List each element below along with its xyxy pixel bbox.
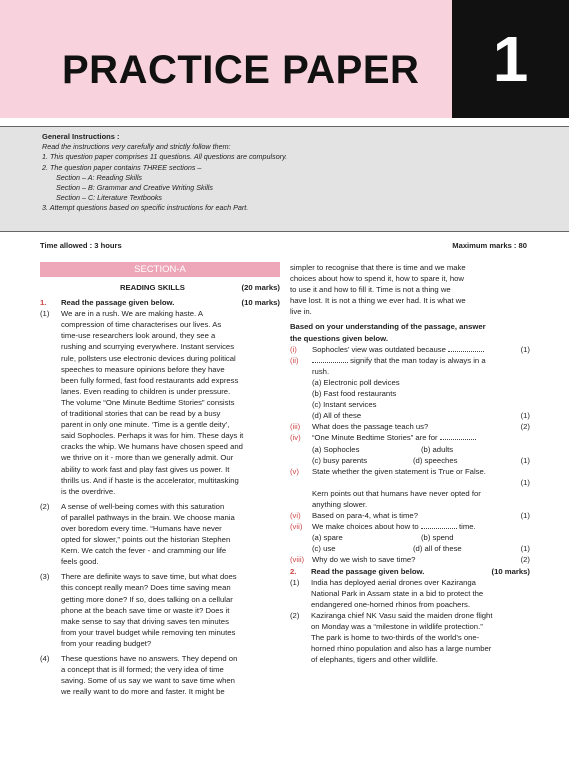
left-column (40, 262, 280, 697)
line: cracks the whip. We humans have chosen speed and (61, 442, 243, 452)
question-text: “One Minute Bedtime Stories” are for (312, 433, 438, 443)
question-marks: (1) (520, 411, 530, 421)
header-banner (0, 0, 569, 118)
line: getting more done? If so, does talking on a cellular (61, 594, 233, 604)
passage-paragraph (40, 308, 280, 497)
option-list (290, 444, 530, 466)
option: (d) speeches (413, 455, 458, 465)
maximum-marks: Maximum marks : 80 (452, 241, 527, 250)
paper-number: 1 (452, 0, 569, 118)
question-text: What does the passage teach us? (312, 422, 429, 432)
question-marks: (1) (520, 344, 530, 354)
line: make sense to say that driving saves ten minutes (61, 616, 229, 626)
option: (c) Instant services (312, 400, 377, 410)
question-item (290, 521, 530, 532)
instructions-heading: General Instructions : (42, 132, 120, 141)
passage-paragraph (40, 653, 280, 697)
question-2-heading (290, 566, 530, 577)
option: (d) All of these (312, 411, 362, 421)
question-text: We make choices about how to (312, 522, 419, 532)
paragraph-number: (2) (290, 610, 300, 620)
paragraph-number: (4) (40, 654, 50, 663)
question-text: signify that the man today is always in a (350, 355, 486, 365)
line: rule, pollsters use electronic devices during political (61, 353, 236, 363)
line: Kaziranga chief NK Vasu said the maiden drone flight (311, 610, 493, 620)
question-number: (viii) (290, 555, 305, 565)
question-1-heading (40, 297, 280, 308)
instruction-item: 2. The question paper contains THREE sections – (42, 162, 202, 172)
question-text: Read the passage given below. (61, 298, 175, 308)
question-text: Based on para-4, what is time? (312, 511, 418, 521)
time-allowed: Time allowed : 3 hours (40, 241, 122, 250)
general-instructions (0, 126, 569, 232)
question-number: (ii) (290, 355, 299, 365)
option: (a) Electronic poll devices (312, 377, 400, 387)
line: We are in a rush. We are making haste. A (61, 309, 204, 319)
question-item (290, 510, 530, 521)
question-text-end: time. (458, 522, 476, 532)
question-number: (v) (290, 466, 299, 476)
passage-paragraph (40, 571, 280, 649)
option: (a) Sophocles (312, 444, 360, 454)
question-number: (vii) (290, 522, 303, 532)
line: choices about how to spend it, how to spare it, how (290, 274, 464, 284)
question-text: Read the passage given below. (311, 566, 425, 576)
line: a concept that is ill formed; the very idea of time (61, 665, 224, 675)
option: (b) Fast food restaurants (312, 389, 397, 399)
line: lanes. Even reading to children is under pressure. (61, 386, 231, 396)
line: from your reading budget? (61, 638, 152, 648)
line: opted for slower,” points out the historian Stephen (61, 535, 231, 545)
question-marks: (1) (520, 544, 530, 554)
line: These questions have no answers. They depend on (61, 654, 238, 663)
question-number: (iii) (290, 422, 301, 432)
line: Kern points out that humans have never opted for (312, 488, 481, 498)
reading-skills-row (40, 282, 280, 293)
answer-instruction: Based on your understanding of the passage, answer (290, 322, 486, 332)
line: India has deployed aerial drones over Kaziranga (311, 577, 476, 587)
line: horned rhino population and also has a large number (311, 644, 492, 654)
line: endangered one-horned rhinos from poachers. (311, 599, 470, 609)
option: (d) all of these (413, 544, 462, 554)
paragraph-number: (2) (40, 501, 50, 511)
line: parent in only one minute. ‘Time is a gentle deity’, (61, 420, 230, 430)
line: to use it and how to fill it. Time is not a thing we (290, 285, 451, 295)
section-heading: SECTION-A (40, 262, 280, 277)
paragraph-text (61, 308, 280, 497)
line: A sense of well-being comes with this saturation (61, 501, 225, 511)
question-text: State whether the given statement is True or False. (312, 466, 486, 476)
question-marks: (1) (520, 477, 530, 487)
question-marks: (2) (520, 422, 530, 432)
line: have lost. It is not a thing we ever had. It is what we (290, 296, 466, 306)
option: (a) spare (312, 533, 343, 543)
answer-blank (440, 439, 476, 440)
question-item (290, 466, 530, 477)
question-item (290, 421, 530, 432)
line: National Park in Assam state in a bid to protect the (311, 588, 484, 598)
answer-blank (421, 528, 457, 529)
line: time-use researchers look around, they see a (61, 331, 216, 341)
line: Kern. We catch the fever - and cramming our life (61, 546, 227, 556)
reading-skills-label: READING SKILLS (120, 283, 185, 292)
paragraph-number: (1) (290, 577, 300, 587)
question-text: Why do we wish to save time? (312, 555, 416, 565)
question-marks: (10 marks) (241, 298, 280, 308)
instructions-intro: Read the instructions very carefully and strictly follow them: (42, 142, 231, 152)
right-column (290, 262, 530, 665)
question-number: (iv) (290, 433, 301, 443)
instruction-item: 1. This question paper comprises 11 questions. All questions are compulsory. (42, 152, 288, 162)
question-number: 1. (40, 298, 47, 308)
passage-paragraph (290, 577, 530, 610)
line: rushing and scurrying everywhere. Instant services (61, 342, 235, 352)
question-number: (vi) (290, 511, 301, 521)
question-item (290, 432, 530, 443)
option-list (290, 532, 530, 554)
question-number: 2. (290, 566, 297, 576)
passage-paragraph (290, 610, 530, 665)
line: on Monday was a “milestone in wildlife protection.” (311, 622, 483, 631)
passage-paragraph (40, 501, 280, 568)
line: speeches to measure opinions before they have (61, 364, 225, 374)
line: of traditional stories that can be read by a busy (61, 409, 221, 419)
option-list (290, 366, 530, 421)
question-marks: (10 marks) (491, 566, 530, 576)
line: of parallel pathways in the brain. We choose mania (61, 512, 235, 522)
page-title: PRACTICE PAPER (62, 48, 420, 92)
line: been fully formed, fast food restaurants add express (61, 375, 239, 385)
line: saving. Some of us say we want to save time when (61, 676, 235, 686)
question-item (290, 344, 530, 355)
option: (b) adults (421, 444, 454, 454)
line: over boredom every time. “Humans have never (61, 523, 222, 533)
option: (c) use (312, 544, 336, 554)
paragraph-number: (3) (40, 572, 50, 582)
paragraph-number: (1) (40, 309, 50, 319)
answer-blank (448, 351, 484, 352)
line: this concept really mean? Does time saving mean (61, 583, 231, 593)
line: The volume “One Minute Bedtime Stories” consists (61, 397, 235, 407)
question-text-continued: rush. (312, 366, 330, 376)
question-marks: (1) (520, 455, 530, 465)
line: from your travel budget while removing ten minutes (61, 627, 236, 637)
question-item (290, 554, 530, 565)
question-text: Sophocles’ view was outdated because (312, 344, 446, 354)
line: we thrive on it - more than we generally admit. Our (61, 453, 234, 463)
line: of elephants, tigers and other wildlife. (311, 655, 438, 665)
question-number: (i) (290, 344, 297, 354)
line: we really want to do more and faster. It might be (61, 687, 225, 697)
line: thrills us. And if haste is the accelerator, multitasking (61, 475, 239, 485)
paragraph-text (61, 571, 280, 649)
question-item (290, 355, 530, 366)
line: There are definite ways to save time, but what does (61, 572, 237, 582)
paragraph-text (61, 501, 280, 568)
paragraph-text (61, 653, 280, 697)
question-marks: (1) (520, 511, 530, 521)
line: compression of time characterises our lives. As (61, 320, 222, 330)
instruction-item: Section – C: Literature Textbooks (56, 193, 163, 203)
answer-instruction: the questions given below. (290, 333, 388, 343)
paragraph-text (311, 577, 530, 610)
line: phone at the beach save time or waste it? Does it (61, 605, 230, 615)
question-marks: (2) (520, 555, 530, 565)
paragraph-text (311, 610, 530, 665)
statement (290, 488, 530, 510)
instruction-item: 3. Attempt questions based on specific instructions for each Part. (42, 203, 249, 213)
reading-skills-marks: (20 marks) (241, 283, 280, 292)
instruction-item: Section – B: Grammar and Creative Writing Skills (56, 183, 213, 193)
line: is the overdrive. (61, 486, 116, 496)
instruction-item: Section – A: Reading Skills (56, 172, 143, 182)
line: The park is home to two-thirds of the world’s one- (311, 633, 480, 643)
option: (b) spend (421, 533, 454, 543)
line: simpler to recognise that there is time and we make (290, 263, 466, 272)
line: anything slower. (312, 499, 368, 509)
answer-blank (312, 362, 348, 363)
line: feels good. (61, 557, 99, 567)
line: said Sophocles. Perhaps it was for him. These days it (61, 431, 244, 441)
line: ability to work fast and play fast gives us power. It (61, 464, 230, 474)
option: (c) busy parents (312, 455, 368, 465)
line: live in. (290, 307, 312, 317)
